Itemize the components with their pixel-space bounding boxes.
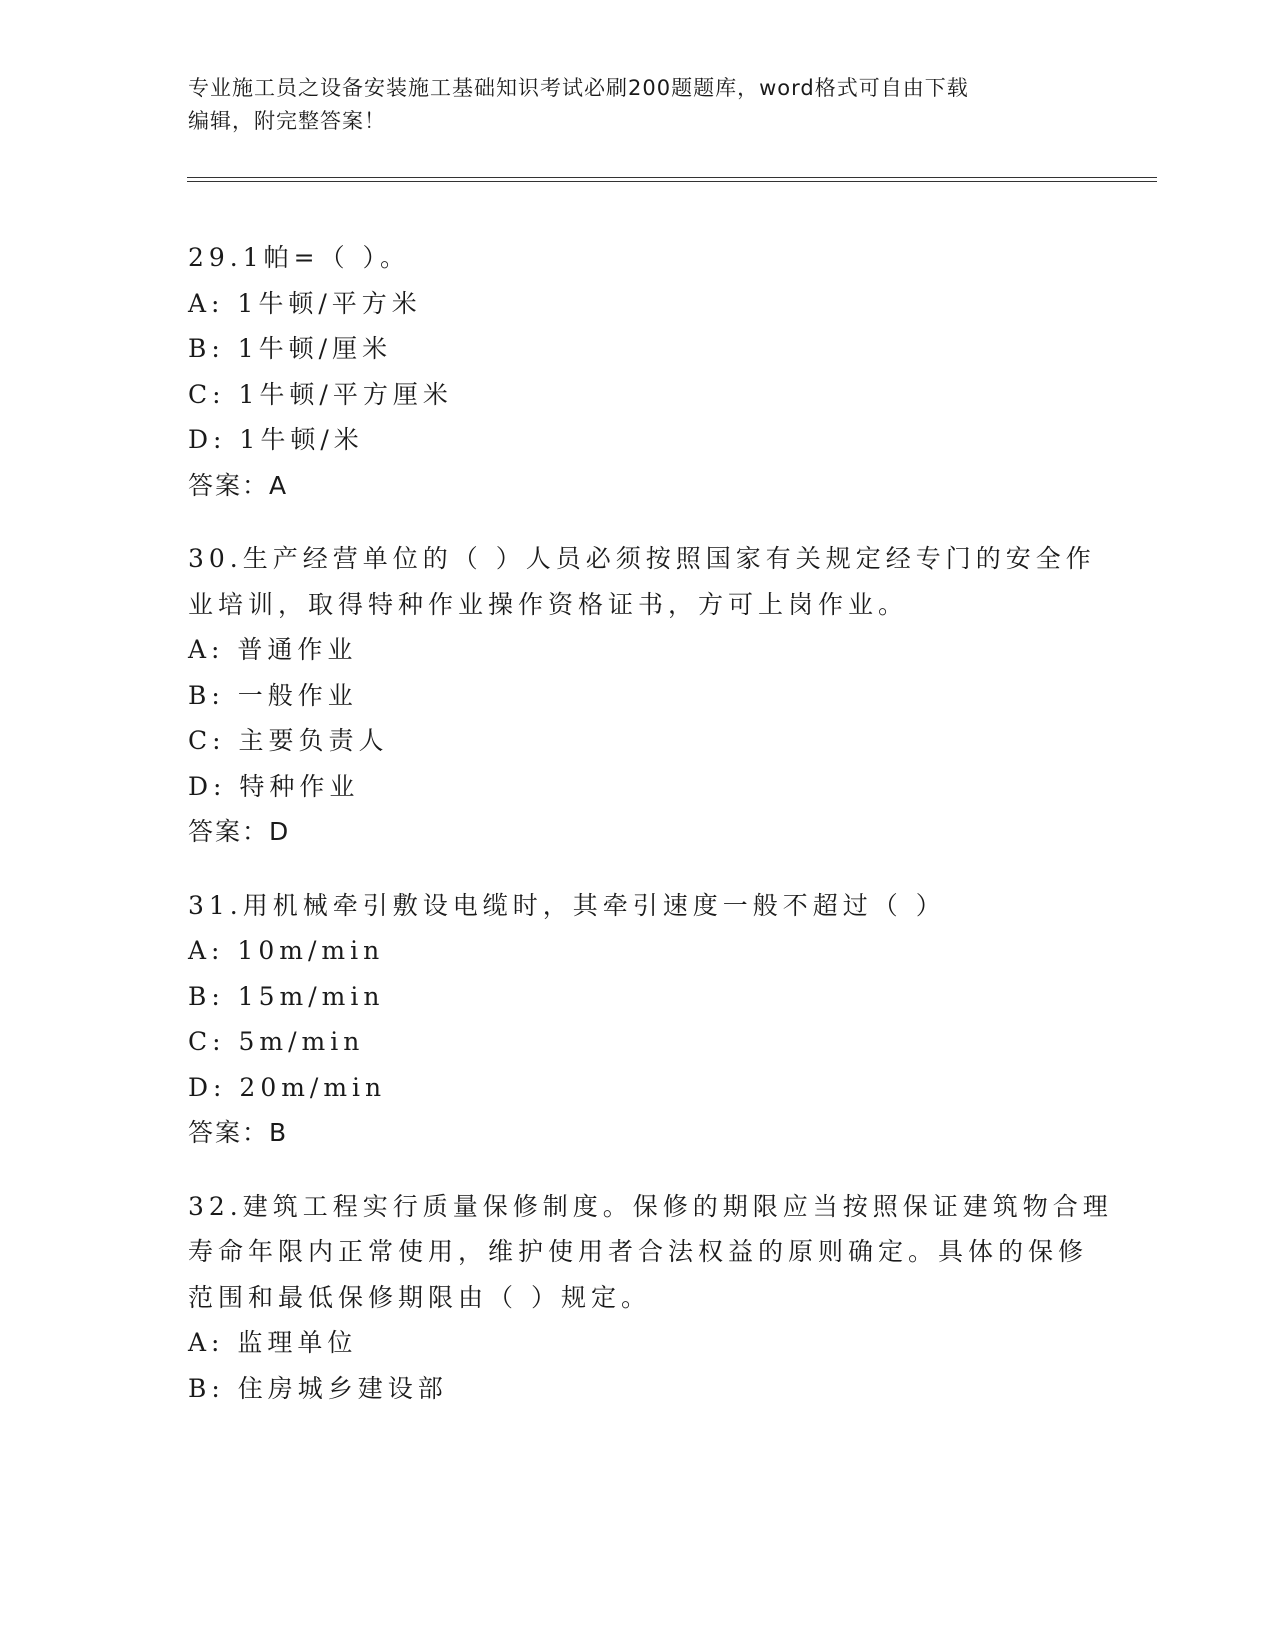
question-32 bbox=[188, 1184, 1113, 1412]
document-header bbox=[188, 72, 1068, 138]
option-b: B: 一般作业 bbox=[188, 680, 358, 710]
option-a: A: 10m/min bbox=[188, 936, 385, 965]
header-line-1: 专业施工员之设备安装施工基础知识考试必刷200题题库，word格式可自由下载 bbox=[188, 76, 969, 100]
answer: 答案：A bbox=[188, 470, 289, 500]
answer: 答案：D bbox=[188, 817, 291, 846]
option-c: C: 主要负责人 bbox=[188, 726, 389, 755]
option-d: D: 1牛顿/米 bbox=[188, 425, 364, 454]
question-stem: 29.1帕=（ ）。 bbox=[188, 243, 411, 272]
option-d: D: 特种作业 bbox=[188, 771, 360, 801]
question-stem-cont: 业培训，取得特种作业操作资格证书，方可上岗作业。 bbox=[188, 589, 909, 619]
header-rule-top bbox=[187, 177, 1157, 178]
question-list bbox=[188, 235, 1113, 1439]
question-stem: 31.用机械牵引敷设电缆时，其牵引速度一般不超过（ ） bbox=[188, 890, 946, 920]
option-a: A: 1牛顿/平方米 bbox=[188, 288, 422, 318]
question-stem: 30.生产经营单位的（ ）人员必须按照国家有关规定经专门的安全作 bbox=[188, 544, 1096, 573]
answer: 答案：B bbox=[188, 1118, 289, 1147]
option-a: A: 监理单位 bbox=[188, 1328, 358, 1357]
question-stem-cont: 寿命年限内正常使用，维护使用者合法权益的原则确定。具体的保修 bbox=[188, 1237, 1089, 1266]
question-29 bbox=[188, 235, 1088, 508]
option-a: A: 普通作业 bbox=[188, 635, 358, 664]
option-b: B: 1牛顿/厘米 bbox=[188, 334, 393, 363]
header-rule-bottom bbox=[187, 181, 1157, 182]
option-d: D: 20m/min bbox=[188, 1072, 387, 1102]
option-b: B: 住房城乡建设部 bbox=[188, 1373, 448, 1403]
option-c: C: 1牛顿/平方厘米 bbox=[188, 379, 453, 409]
option-c: C: 5m/min bbox=[188, 1027, 365, 1056]
question-30 bbox=[188, 536, 1096, 855]
option-b: B: 15m/min bbox=[188, 981, 385, 1011]
header-line-2: 编辑，附完整答案！ bbox=[188, 109, 386, 133]
question-stem-cont: 范围和最低保修期限由（ ）规定。 bbox=[188, 1282, 651, 1312]
question-stem: 32.建筑工程实行质量保修制度。保修的期限应当按照保证建筑物合理 bbox=[188, 1191, 1113, 1221]
question-31 bbox=[188, 883, 1088, 1156]
